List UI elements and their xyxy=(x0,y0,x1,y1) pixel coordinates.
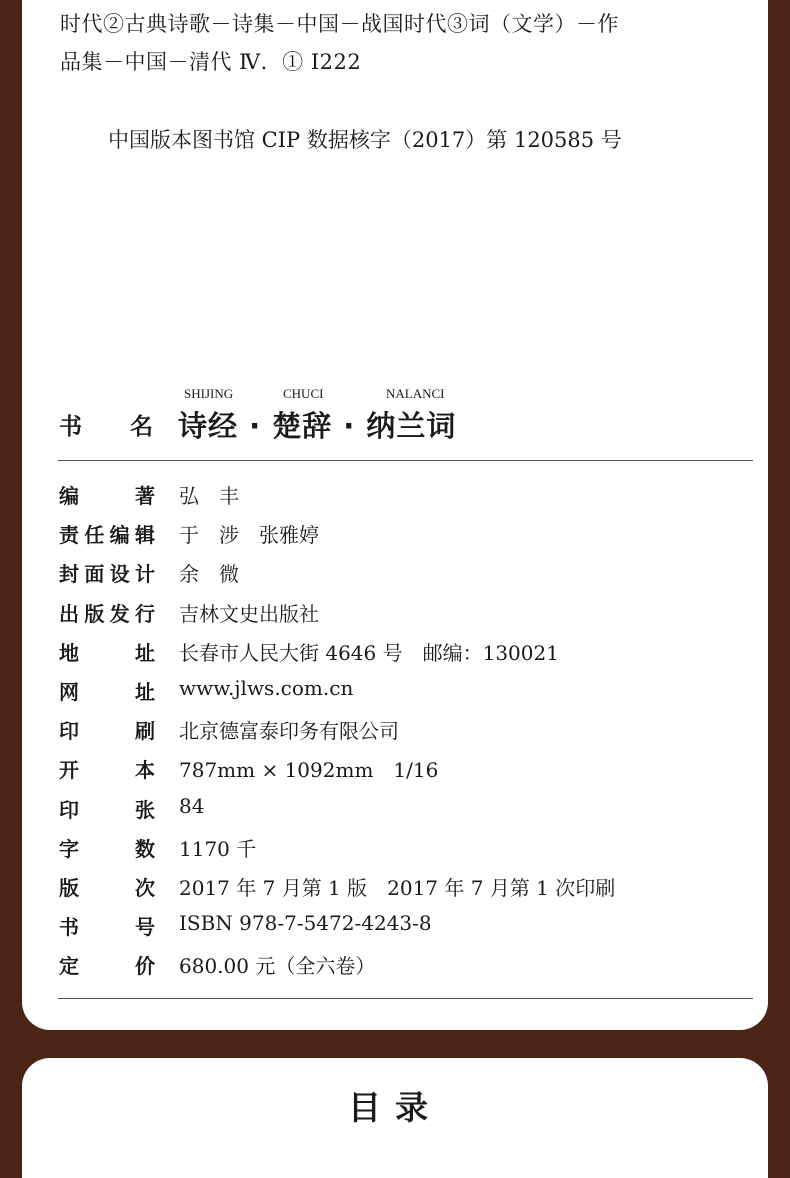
detail-label-char: 编 xyxy=(109,523,130,548)
detail-label xyxy=(59,715,155,744)
detail-label-char: 定 xyxy=(59,954,79,979)
detail-row-publisher xyxy=(0,598,790,636)
detail-label-char: 网 xyxy=(59,680,79,704)
detail-row-isbn xyxy=(0,911,790,949)
title-pinyin-chuci: CHUCI xyxy=(283,386,324,401)
detail-label-char: 发 xyxy=(109,601,130,626)
detail-row-price xyxy=(0,950,790,988)
detail-value: 余 微 xyxy=(179,562,239,587)
detail-label-char: 址 xyxy=(135,640,155,665)
detail-label-char: 封 xyxy=(59,562,79,587)
detail-row-printer xyxy=(0,715,790,753)
detail-label-char: 计 xyxy=(134,562,155,587)
detail-label xyxy=(59,558,155,587)
detail-label-char: 设 xyxy=(109,562,130,587)
book-title-label-char-2: 名 xyxy=(130,414,153,440)
divider-top xyxy=(58,460,753,461)
detail-value: 长春市人民大街 4646 号 邮编：130021 xyxy=(179,640,559,665)
detail-label-char: 字 xyxy=(59,836,79,861)
detail-value: 北京德富泰印务有限公司 xyxy=(179,719,399,744)
detail-label xyxy=(59,872,155,901)
detail-label-char: 责 xyxy=(59,523,79,548)
detail-row-word-count xyxy=(0,833,790,871)
title-pinyin-shijing: SHIJING xyxy=(184,386,234,401)
detail-label-char: 版 xyxy=(59,876,79,900)
detail-label-char: 编 xyxy=(59,484,79,508)
toc-title: 目录 xyxy=(348,1088,442,1127)
detail-label xyxy=(59,480,155,509)
detail-value: 2017 年 7 月第 1 版 2017 年 7 月第 1 次印刷 xyxy=(179,876,616,900)
detail-row-edition xyxy=(0,872,790,910)
detail-value: 787mm × 1092mm 1/16 xyxy=(179,758,439,783)
detail-row-responsible-editors xyxy=(0,519,790,557)
detail-row-editor xyxy=(0,480,790,518)
cip-classification-line-1: 时代②古典诗歌－诗集－中国－战国时代③词（文学）－作 xyxy=(60,12,619,36)
detail-row-address xyxy=(0,637,790,675)
divider-bottom xyxy=(58,998,753,999)
detail-label-char: 价 xyxy=(135,954,155,979)
detail-label-char: 刷 xyxy=(135,719,155,744)
detail-row-cover-design xyxy=(0,558,790,596)
detail-label-char: 址 xyxy=(135,680,155,704)
detail-value: www.jlws.com.cn xyxy=(179,676,354,700)
detail-label-char: 版 xyxy=(84,601,105,626)
detail-label xyxy=(59,676,155,705)
detail-label xyxy=(59,794,155,823)
detail-label xyxy=(59,833,155,862)
detail-row-format xyxy=(0,754,790,792)
detail-label xyxy=(59,950,155,979)
detail-label-char: 印 xyxy=(59,719,79,744)
detail-row-printed-sheets xyxy=(0,794,790,832)
detail-label-char: 印 xyxy=(59,797,79,822)
detail-label-char: 本 xyxy=(135,758,155,783)
detail-label-char: 地 xyxy=(59,640,79,665)
detail-label xyxy=(59,598,155,627)
detail-label xyxy=(59,637,155,666)
detail-label-char: 任 xyxy=(84,523,105,548)
detail-value: 弘 丰 xyxy=(179,484,239,508)
detail-label-char: 书 xyxy=(59,915,79,940)
book-title: 诗经 · 楚辞 · 纳兰词 xyxy=(178,409,457,443)
detail-label-char: 开 xyxy=(59,758,79,783)
detail-label-char: 张 xyxy=(135,797,155,822)
detail-row-website xyxy=(0,676,790,714)
detail-value: 84 xyxy=(179,793,205,818)
detail-label-char: 辑 xyxy=(134,523,155,548)
detail-label-char: 出 xyxy=(59,601,79,626)
cip-record-number: 中国版本图书馆 CIP 数据核字（2017）第 120585 号 xyxy=(108,128,622,152)
detail-label xyxy=(59,754,155,783)
cip-classification-line-2: 品集－中国－清代 Ⅳ．① I222 xyxy=(60,50,362,74)
detail-label-char: 数 xyxy=(135,836,155,861)
detail-value: 1170 千 xyxy=(179,836,257,861)
detail-label-char: 行 xyxy=(134,601,155,626)
detail-value: 于 涉 张雅婷 xyxy=(179,523,319,548)
detail-label xyxy=(59,519,155,548)
detail-value: ISBN 978-7-5472-4243-8 xyxy=(179,911,432,936)
detail-label-char: 次 xyxy=(135,876,155,900)
book-title-label-char-1: 书 xyxy=(59,414,82,440)
detail-label-char: 号 xyxy=(135,915,155,940)
detail-value: 吉林文史出版社 xyxy=(179,601,319,626)
detail-label xyxy=(59,911,155,940)
detail-label-char: 著 xyxy=(135,484,155,508)
detail-label-char: 面 xyxy=(84,562,105,587)
title-pinyin-nalanci: NALANCI xyxy=(386,386,445,401)
detail-value: 680.00 元（全六卷） xyxy=(179,954,376,979)
